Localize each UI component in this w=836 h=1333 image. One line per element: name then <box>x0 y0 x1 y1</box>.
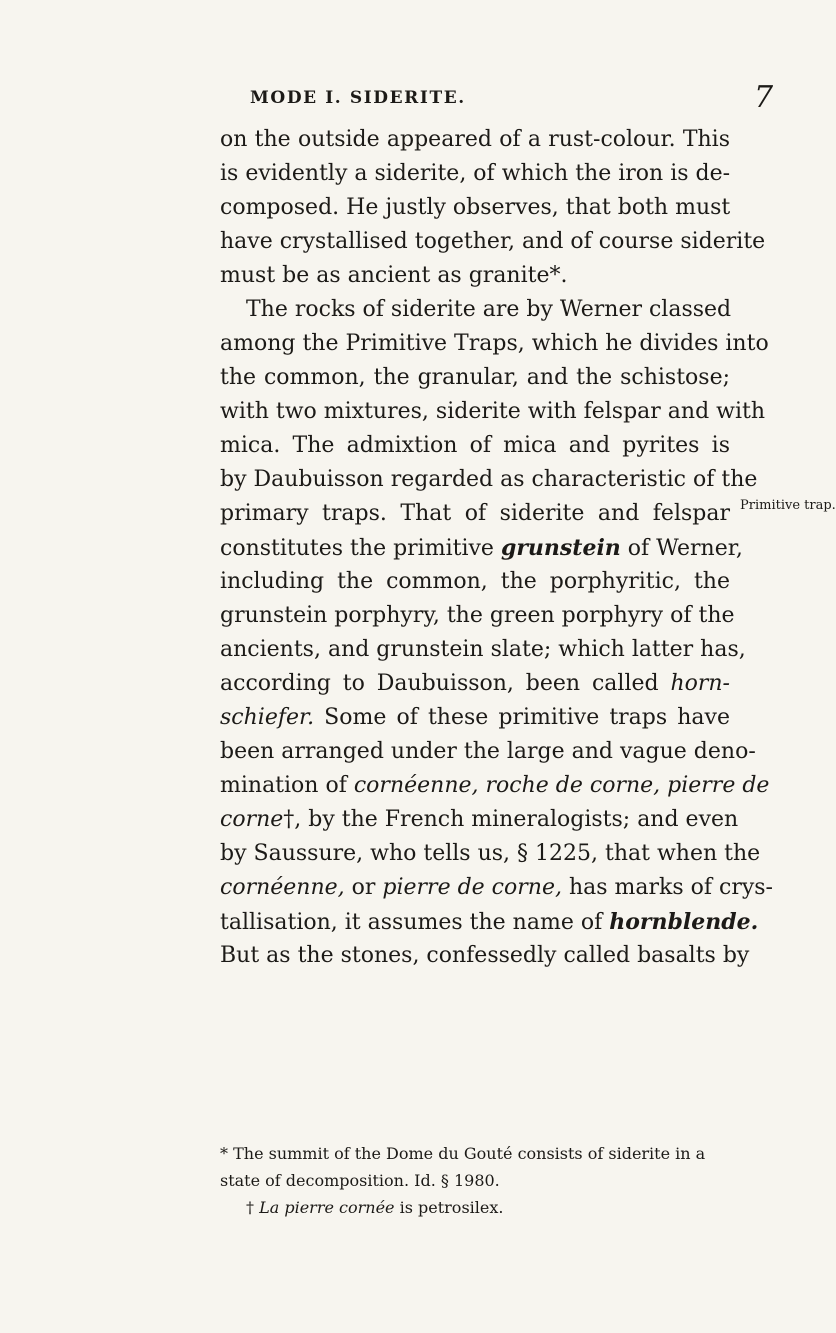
line-text: of Werner, <box>620 536 743 561</box>
term-pierre-de-corne: pierre de corne, <box>382 875 562 900</box>
term-corne: corne <box>220 807 284 832</box>
term-corneenne: cornéenne, <box>353 773 479 798</box>
running-head: MODE I. SIDERITE. <box>250 88 466 108</box>
footnote-marker: † <box>283 807 295 832</box>
term-la-pierre-cornee: La pierre cornée <box>259 1198 395 1217</box>
text-line <box>220 667 730 701</box>
line-text: Some of these primitive traps have <box>314 705 730 730</box>
text-line: have crystallised together, and of course siderite <box>220 229 766 254</box>
line-text: mination of <box>220 773 354 798</box>
text-line: mica. The admixtion of mica and pyrites is <box>220 433 730 458</box>
text-line: with two mixtures, siderite with felspar and with <box>220 399 766 424</box>
line-text: according to Daubuisson, been called <box>220 671 671 696</box>
page-number: 7 <box>754 80 774 115</box>
footnote-marker: † <box>246 1198 260 1217</box>
text-line <box>220 905 759 939</box>
term-corneenne: cornéenne, <box>220 875 345 900</box>
marginal-note: Primitive trap. <box>740 498 836 513</box>
text-line: must be as ancient as granite*. <box>220 263 568 288</box>
text-line: composed. He justly observes, that both must <box>220 195 731 220</box>
text-line: been arranged under the large and vague deno- <box>220 739 756 764</box>
footnote-1-continued: state of decomposition. Id. § 1980. <box>220 1171 500 1190</box>
text-line: But as the stones, confessedly called basalts by <box>220 943 750 968</box>
text-line <box>220 531 743 565</box>
line-text: tallisation, it assumes the name of <box>220 910 610 935</box>
text-line: primary traps. That of siderite and felspar <box>220 501 730 526</box>
text-line <box>220 871 773 905</box>
text-line: The rocks of siderite are by Werner classed <box>246 297 732 322</box>
term-pierre-de: pierre de <box>667 773 770 798</box>
text-line <box>220 769 770 803</box>
text-line <box>220 803 739 837</box>
text-line: by Saussure, who tells us, § 1225, that when the <box>220 841 761 866</box>
footnotes <box>220 1140 740 1221</box>
text-line: by Daubuisson regarded as characteristic of the <box>220 467 758 492</box>
term-grunstein: grunstein <box>500 535 621 561</box>
line-text: has marks of crys- <box>561 875 773 900</box>
text-line: among the Primitive Traps, which he divides into <box>220 331 769 356</box>
text-line <box>220 701 730 735</box>
line-text: is petrosilex. <box>394 1198 504 1217</box>
text-line: grunstein porphyry, the green porphyry of the <box>220 603 735 628</box>
text-line: the common, the granular, and the schistose; <box>220 365 730 390</box>
term-schiefer: schiefer. <box>220 705 315 730</box>
text-line: is evidently a siderite, of which the iron is de- <box>220 161 731 186</box>
line-text: or <box>344 875 383 900</box>
footnote-2 <box>220 1194 740 1221</box>
text-line: on the outside appeared of a rust-colour. This <box>220 127 730 152</box>
term-hornblende: hornblende. <box>609 909 759 935</box>
body-text <box>220 123 773 973</box>
text-line: including the common, the porphyritic, the <box>220 569 730 594</box>
term-horn: horn- <box>670 671 730 696</box>
footnote-1: * The summit of the Dome du Gouté consists of siderite in a <box>220 1144 706 1163</box>
line-text: constitutes the primitive <box>220 536 501 561</box>
line-text <box>479 773 486 798</box>
term-roche-de-corne: roche de corne, <box>485 773 661 798</box>
text-line: ancients, and grunstein slate; which latter has, <box>220 637 746 662</box>
line-text: , by the French mineralogists; and even <box>294 807 739 832</box>
